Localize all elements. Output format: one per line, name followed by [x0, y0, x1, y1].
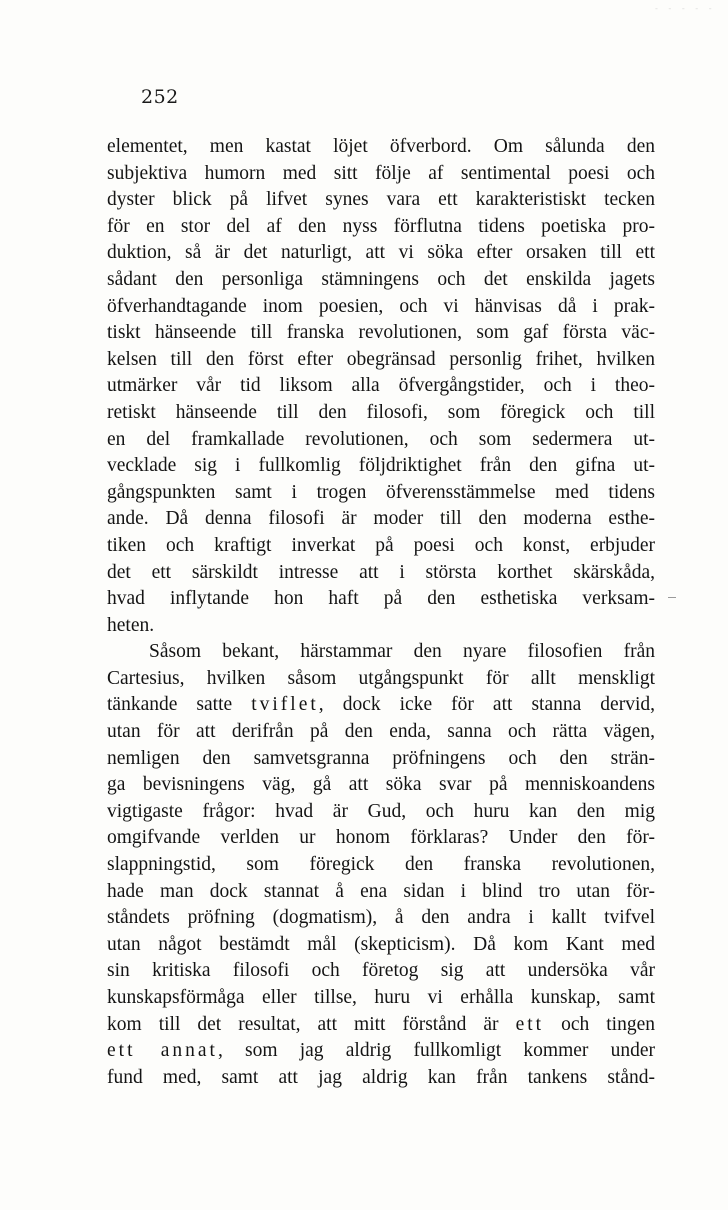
- text-line: heten.: [107, 614, 155, 636]
- text-line: retiskt hänseende till den filosofi, som föregick och till: [107, 401, 655, 423]
- text-line: elementet, men kastat löjet öfverbord. Om sålunda den: [107, 136, 655, 157]
- emphasized-word: tviflet: [251, 694, 319, 716]
- text-line: [107, 1038, 655, 1065]
- text-line: utan för att derifrån på den enda, sanna och rätta vägen,: [107, 721, 655, 743]
- text-line: fund med, samt att jag aldrig kan från tankens stånd-: [107, 1066, 655, 1088]
- text-line: för en stor del af den nyss förflutna tidens poetiska pro-: [107, 215, 655, 237]
- text-segment: , som jag aldrig fullkomligt kommer under: [217, 1040, 656, 1062]
- emphasized-word: ett annat: [107, 1040, 218, 1062]
- text-line: utmärker vår tid liksom alla öfvergångstider, och i theo-: [107, 375, 655, 397]
- text-line: omgifvande verlden ur honom förklaras? Under den för-: [107, 827, 655, 849]
- text-line: [107, 692, 655, 719]
- emphasized-word: ett: [515, 1013, 545, 1035]
- text-line: vecklade sig i fullkomlig följdriktighet från den gifna ut-: [107, 455, 655, 477]
- text-line: sådant den personliga stämningens och det enskilda jagets: [107, 268, 655, 290]
- text-line: hvad inflytande hon haft på den esthetiska verksam-: [107, 588, 655, 610]
- text-segment: , dock icke för att stanna dervid,: [318, 694, 655, 716]
- text-line: subjektiva humorn med sitt följe af sentimental poesi och: [107, 162, 655, 184]
- text-segment: tänkande satte: [107, 694, 252, 716]
- text-line: vigtigaste frågor: hvad är Gud, och huru kan den mig: [107, 800, 655, 822]
- paragraph-first-line: Såsom bekant, härstammar den nyare filosofien från: [149, 641, 655, 663]
- margin-mark: [668, 597, 676, 598]
- page-number: 252: [141, 86, 179, 108]
- text-line: sin kritiska filosofi och företog sig att undersöka vår: [107, 960, 655, 982]
- text-line: kelsen till den först efter obegränsad personlig frihet, hvilken: [107, 348, 655, 370]
- text-line: ande. Då denna filosofi är moder till den moderna esthe-: [107, 508, 655, 530]
- text-line: Cartesius, hvilken såsom utgångspunkt för allt menskligt: [107, 667, 655, 689]
- text-segment: och tingen: [544, 1013, 655, 1035]
- body-text: [107, 134, 655, 1091]
- scan-corner-mark: - - - - -: [655, 4, 716, 13]
- text-line: en del framkallade revolutionen, och som sedermera ut-: [107, 428, 655, 450]
- text-line: nemligen den samvetsgranna pröfningens och den strän-: [107, 747, 655, 769]
- text-line: slappningstid, som föregick den franska revolutionen,: [107, 854, 655, 876]
- text-line: tiken och kraftigt inverkat på poesi och konst, erbjuder: [107, 534, 655, 556]
- text-line: öfverhandtagande inom poesien, och vi hänvisas då i prak-: [107, 295, 655, 317]
- text-line: dyster blick på lifvet synes vara ett karakteristiskt tecken: [107, 189, 655, 211]
- text-line: kunskapsförmåga eller tillse, huru vi erhålla kunskap, samt: [107, 987, 655, 1008]
- text-line: duktion, så är det naturligt, att vi söka efter orsaken till ett: [107, 242, 655, 264]
- text-line: tiskt hänseende till franska revolutionen, som gaf första väc-: [107, 322, 655, 344]
- text-line: utan något bestämdt mål (skepticism). Då kom Kant med: [107, 933, 655, 955]
- text-line: det ett särskildt intresse att i största korthet skärskåda,: [107, 561, 655, 583]
- text-line: ståndets pröfning (dogmatism), å den andra i kallt tvifvel: [107, 907, 655, 929]
- text-line: [107, 1012, 655, 1039]
- text-line: hade man dock stannat å ena sidan i blind tro utan för-: [107, 880, 655, 902]
- text-line: gångspunkten samt i trogen öfverensstämmelse med tidens: [107, 481, 655, 503]
- text-segment: kom till det resultat, att mitt förstånd är: [107, 1013, 516, 1035]
- text-line: ga bevisningens väg, gå att söka svar på menniskoandens: [107, 774, 655, 796]
